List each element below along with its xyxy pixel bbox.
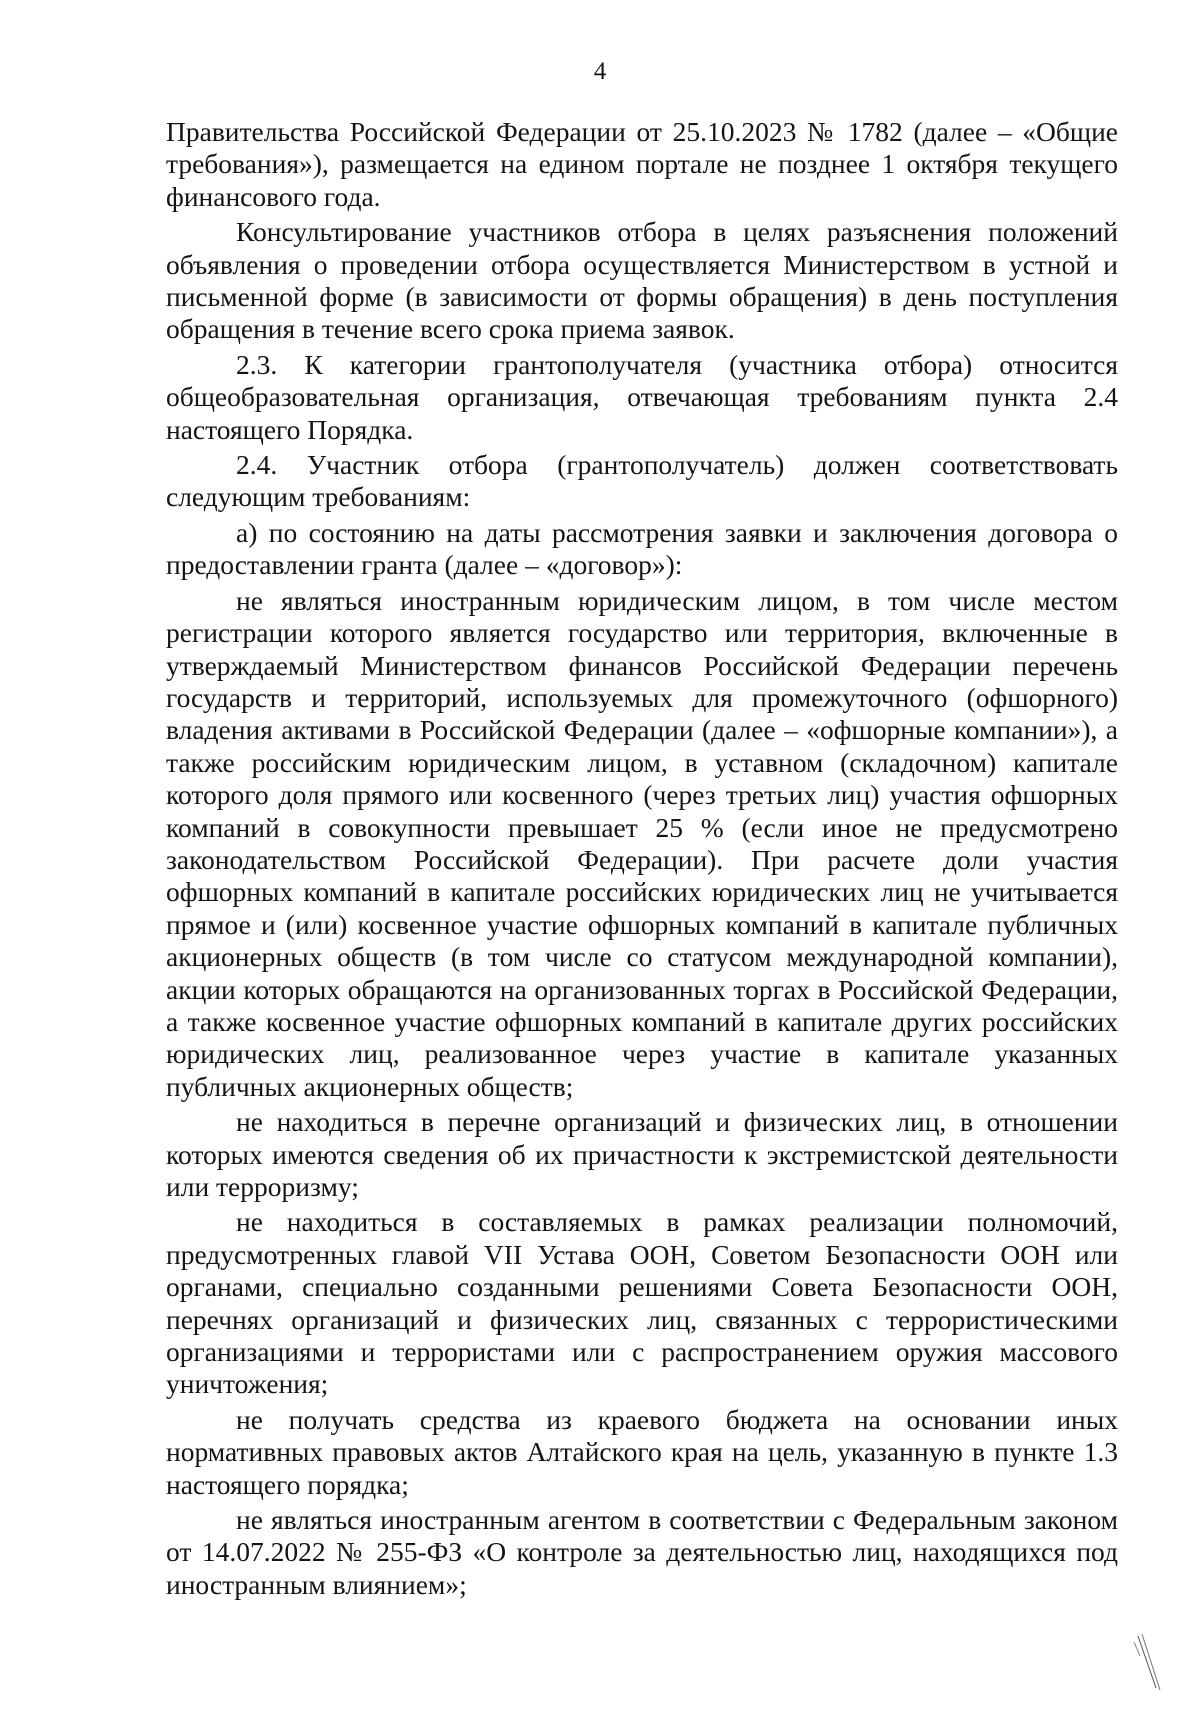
paragraph-un-lists: не находиться в составляемых в рамках реализации полномочий, предусмотренных главой VII Устава ООН, Советом Безопасности ООН или органами, специально созданными решениями Совета Безопасности ООН, перечнях организаций и физических лиц, связанных с террористическими организациями и террористами или с распространением оружия массового уничтожения; [166, 1206, 1118, 1400]
paragraph-foreign-agent: не являться иностранным агентом в соответствии с Федеральным законом от 14.07.2022 № 255-ФЗ «О контроле за деятельностью лиц, находящихся под иностранным влиянием»; [166, 1504, 1118, 1600]
paragraph-regional-budget: не получать средства из краевого бюджета на основании иных нормативных правовых актов Алтайского края на цель, указанную в пункте 1.3 настоящего порядка; [166, 1403, 1118, 1500]
document-body [166, 116, 1118, 1604]
paragraph-2-3: 2.3. К категории грантополучателя (участника отбора) относится общеобразовательная организация, отвечающая требованиям пункта 2.4 настоящего Порядка. [166, 348, 1118, 445]
paragraph-item-a: а) по состоянию на даты рассмотрения заявки и заключения договора о предоставлении гранта (далее – «договор»): [166, 516, 1118, 581]
page-number: 4 [593, 58, 607, 85]
paragraph-extremism: не находиться в перечне организаций и физических лиц, в отношении которых имеются сведения об их причастности к экстремистской деятельности или терроризму; [166, 1106, 1118, 1202]
paragraph-consulting: Консультирование участников отбора в целях разъяснения положений объявления о проведении отбора осуществляется Министерством в устной и письменной форме (в зависимости от формы обращения) в день поступления обращения в течение всего срока приема заявок. [166, 216, 1118, 345]
paragraph-continuation: Правительства Российской Федерации от 25.10.2023 № 1782 (далее – «Общие требования»), размещается на едином портале не позднее 1 октября текущего финансового года. [166, 116, 1118, 212]
scan-marks [1130, 1632, 1170, 1692]
paragraph-offshore: не являться иностранным юридическим лицом, в том числе местом регистрации которого является государство или территория, включенные в утверждаемый Министерством финансов Российской Федерации перечень государств и территорий, используемых для промежуточного (офшорного) владения активами в Российской Федерации (далее – «офшорные компании»), а также российским юридическим лицом, в уставном (складочном) капитале которого доля прямого или косвенного (через третьих лиц) участия офшорных компаний в совокупности превышает 25 % (если иное не предусмотрено законодательством Российской Федерации). При расчете доли участия офшорных компаний в капитале российских юридических лиц не учитывается прямое и (или) косвенное участие офшорных компаний в капитале публичных акционерных обществ (в том числе со статусом международной компании), акции которых обращаются на организованных торгах в Российской Федерации, а также косвенное участие офшорных компаний в капитале других российских юридических лиц, реализованное через участие в капитале указанных публичных акционерных обществ; [166, 584, 1118, 1102]
paragraph-2-4: 2.4. Участник отбора (грантополучатель) должен соответствовать следующим требованиям: [166, 449, 1118, 513]
